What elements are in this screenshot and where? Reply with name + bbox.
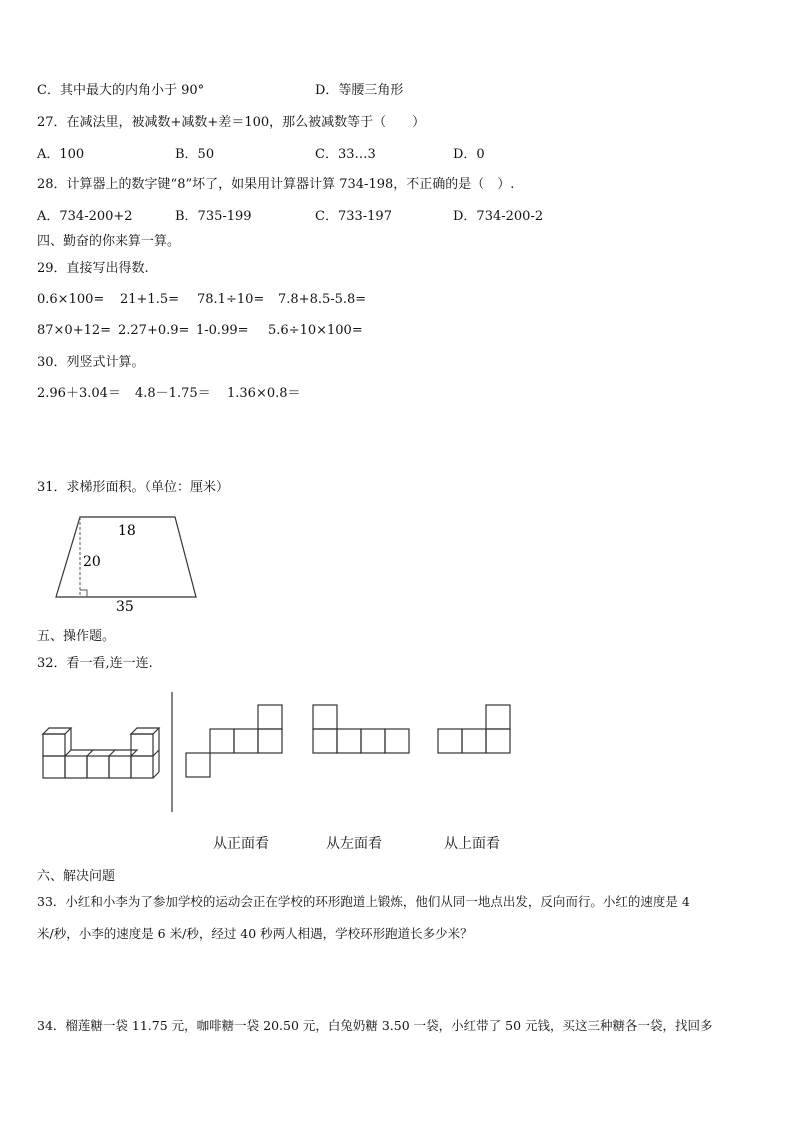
q32-figure — [36, 688, 526, 818]
view-shape-3 — [438, 705, 510, 753]
trapezoid-top-label: 18 — [118, 523, 136, 539]
q28-option-b: B．735-199 — [175, 209, 252, 224]
q30-item: 4.8－1.75＝ — [135, 386, 211, 401]
q26-option-c: C．其中最大的内角小于 90° — [37, 83, 205, 98]
view-shape-2 — [313, 705, 409, 753]
q29-item: 2.27+0.9= — [118, 323, 190, 338]
label-front-view: 从正面看 — [213, 836, 269, 852]
q34-line-1: 34．榴莲糖一袋 11.75 元，咖啡糖一袋 20.50 元，白兔奶糖 3.50 一袋，小红带了 50 元钱，买这三种糖各一袋，找回多 — [37, 1018, 713, 1033]
q27-stem: 27．在减法里，被减数+减数+差＝100，那么被减数等于（ ） — [37, 115, 426, 130]
label-left-view: 从左面看 — [326, 836, 382, 852]
trapezoid-figure — [50, 514, 210, 614]
q30-item: 1.36×0.8＝ — [227, 386, 301, 401]
trapezoid-height-label: 20 — [83, 554, 101, 570]
q29-item: 21+1.5= — [120, 292, 180, 307]
q28-option-a: A．734-200+2 — [37, 209, 133, 224]
q31-stem: 31．求梯形面积。（单位：厘米） — [37, 480, 230, 495]
label-top-view: 从上面看 — [444, 836, 500, 852]
q29-item: 1-0.99= — [196, 323, 249, 338]
q29-item: 87×0+12= — [37, 323, 112, 338]
q27-option-a: A．100 — [37, 147, 85, 162]
q33-line-1: 33．小红和小李为了参加学校的运动会正在学校的环形跑道上锻炼，他们从同一地点出发，反向而行。小红的速度是 4 — [37, 894, 690, 909]
q28-option-c: C．733-197 — [315, 209, 392, 224]
q29-item: 5.6÷10×100= — [268, 323, 363, 338]
q29-stem: 29．直接写出得数. — [37, 261, 149, 276]
q33-line-2: 米/秒，小李的速度是 6 米/秒，经过 40 秒两人相遇，学校环形跑道长多少米？ — [37, 926, 473, 941]
q29-item: 78.1÷10= — [197, 292, 265, 307]
section-6-heading: 六、解决问题 — [37, 869, 116, 884]
section-4-heading: 四、勤奋的你来算一算。 — [37, 234, 181, 249]
view-shape-1 — [186, 705, 282, 777]
q29-item: 0.6×100= — [37, 292, 105, 307]
q27-option-b: B．50 — [175, 147, 215, 162]
q26-option-d: D．等腰三角形 — [315, 83, 404, 98]
q27-option-c: C．33…3 — [315, 147, 376, 162]
q30-item: 2.96＋3.04＝ — [37, 386, 121, 401]
q27-option-d: D．0 — [453, 147, 485, 162]
section-5-heading: 五、操作题。 — [37, 629, 116, 644]
cube-stack-3d — [43, 728, 159, 778]
right-angle-mark — [80, 590, 87, 597]
q28-option-d: D．734-200-2 — [453, 209, 544, 224]
q28-stem: 28．计算器上的数字键“8”坏了，如果用计算器计算 734-198，不正确的是（ ）. — [37, 177, 515, 192]
trapezoid-bottom-label: 35 — [116, 599, 134, 614]
q32-stem: 32．看一看,连一连. — [37, 656, 153, 671]
q30-stem: 30．列竖式计算。 — [37, 355, 145, 370]
q29-item: 7.8+8.5-5.8= — [278, 292, 367, 307]
